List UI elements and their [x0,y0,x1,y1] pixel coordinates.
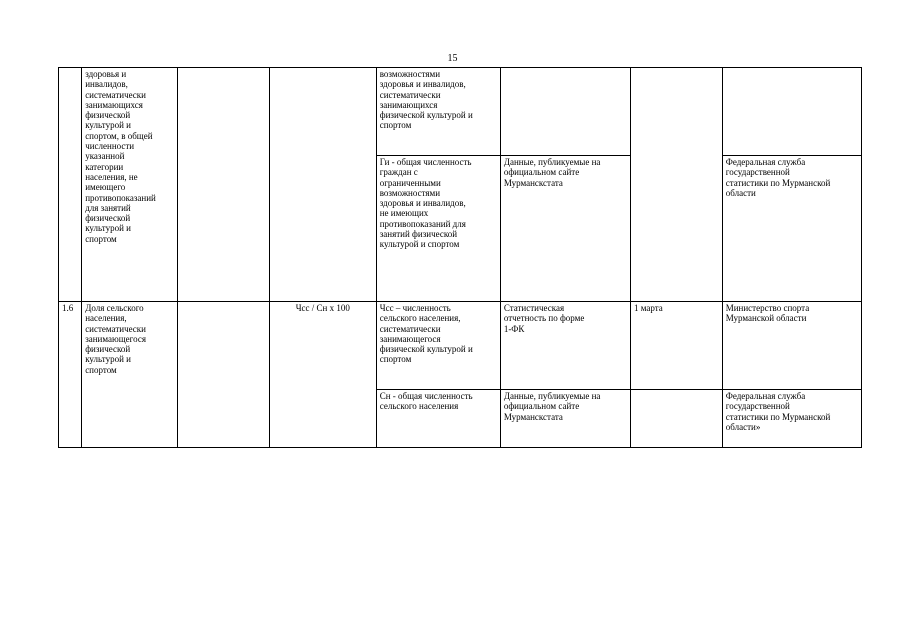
text-line: Ги - общая численность [379,157,472,167]
text-line: систематически [379,323,441,334]
table-row [59,302,862,390]
text-line: статистики по Мурманской [725,411,831,422]
cell-source [500,68,630,156]
text-line: Чсс – численность [379,303,451,313]
indicators-table [58,67,862,448]
text-line: граждан с [379,167,418,178]
cell-indicator [82,68,178,302]
text-line: возможностями [379,69,441,79]
text-line: физической [85,110,131,121]
text-line: отчетность по форме [503,313,585,324]
cell-responsible [722,390,861,448]
text-line: физической [85,213,131,224]
text-line: здоровья и инвалидов, [379,198,466,209]
cell-source [500,302,630,390]
text-line: Мурманскстата [503,411,563,422]
text-line: официальном сайте [503,167,580,178]
cell-formula [269,68,376,302]
text-line: ограниченными [379,177,441,188]
text-line: культурой и спортом [379,239,460,250]
text-line: занимающегося [85,333,146,344]
text-line: Сн - общая численность [379,391,473,401]
text-line: Министерство спорта [725,303,810,313]
cell-deadline [630,68,722,302]
cell-number [59,68,82,302]
cell-source [500,156,630,302]
cell-indicator [82,302,178,448]
text-line: области» [725,421,761,432]
cell-responsible [722,68,861,156]
source-text [504,157,627,188]
text-line: населения, [85,313,127,324]
text-line: сельского населения [379,401,459,412]
text-line: физической [85,344,131,355]
cell-description [376,68,500,156]
text-line: государственной [725,401,790,412]
responsible-text [726,391,858,432]
cell-responsible [722,156,861,302]
indicator-text [85,69,174,244]
text-line: категории [85,161,124,172]
text-line: систематически [85,323,146,334]
cell-source [500,390,630,448]
text-line: противопоказаний для [379,218,466,229]
text-line: здоровья и [85,69,127,79]
text-line: для занятий [85,202,131,213]
text-line: культурой и [85,223,131,234]
description-text [380,69,497,131]
source-text [504,303,627,334]
responsible-text [726,303,858,324]
text-line: Данные, публикуемые на [503,157,601,167]
cell-number: 1.6 [59,302,82,448]
text-line: спортом [85,233,117,244]
text-line: культурой и [85,354,131,365]
text-line: инвалидов, [85,79,128,90]
text-line: Доля сельского [85,303,144,313]
text-line: официальном сайте [503,401,580,412]
text-line: спортом [85,364,117,375]
text-line: возможностями [379,187,441,198]
text-line: спортом [379,120,412,131]
text-line: государственной [725,167,790,178]
cell-responsible [722,302,861,390]
text-line: Федеральная служба [725,391,806,401]
text-line: занимающихся [85,99,143,110]
text-line: спортом, в общей [85,130,153,141]
indicator-text [85,303,174,375]
text-line: Данные, публикуемые на [503,391,601,401]
text-line: населения, не [85,171,138,182]
text-line: не имеющих [379,208,429,219]
text-line: здоровья и инвалидов, [379,79,466,90]
text-line: культурой и [85,120,131,131]
cell-description [376,156,500,302]
cell-unit [178,68,270,302]
text-line: статистики по Мурманской [725,177,831,188]
source-text [504,391,627,422]
text-line: спортом [379,354,412,365]
text-line: противопоказаний [85,192,156,203]
text-line: численности [85,141,135,152]
text-line: указанной [85,151,125,162]
cell-deadline: 1 марта [630,302,722,390]
text-line: физической культурой и [379,110,473,121]
responsible-text [726,157,858,198]
text-line: занятий физической [379,229,458,240]
cell-description [376,302,500,390]
cell-unit [178,302,270,448]
description-text [380,157,497,250]
cell-description [376,390,500,448]
text-line: занимающегося [379,333,441,344]
text-line: имеющего [85,182,126,193]
description-text [380,391,497,412]
cell-deadline [630,390,722,448]
text-line: Федеральная служба [725,157,806,167]
text-line: занимающихся [379,99,438,110]
text-line: систематически [379,89,441,100]
description-text [380,303,497,365]
text-line: систематически [85,89,146,100]
text-line: области [725,187,756,198]
text-line: Статистическая [503,303,565,313]
cell-formula: Чсс / Сн x 100 [269,302,376,448]
text-line: Мурманскстата [503,177,563,188]
page-number: 15 [447,53,458,64]
text-line: 1-ФК [503,323,525,334]
text-line: физической культурой и [379,344,473,355]
text-line: Мурманской области [725,313,807,324]
table-row [59,68,862,156]
text-line: сельского населения, [379,313,461,324]
